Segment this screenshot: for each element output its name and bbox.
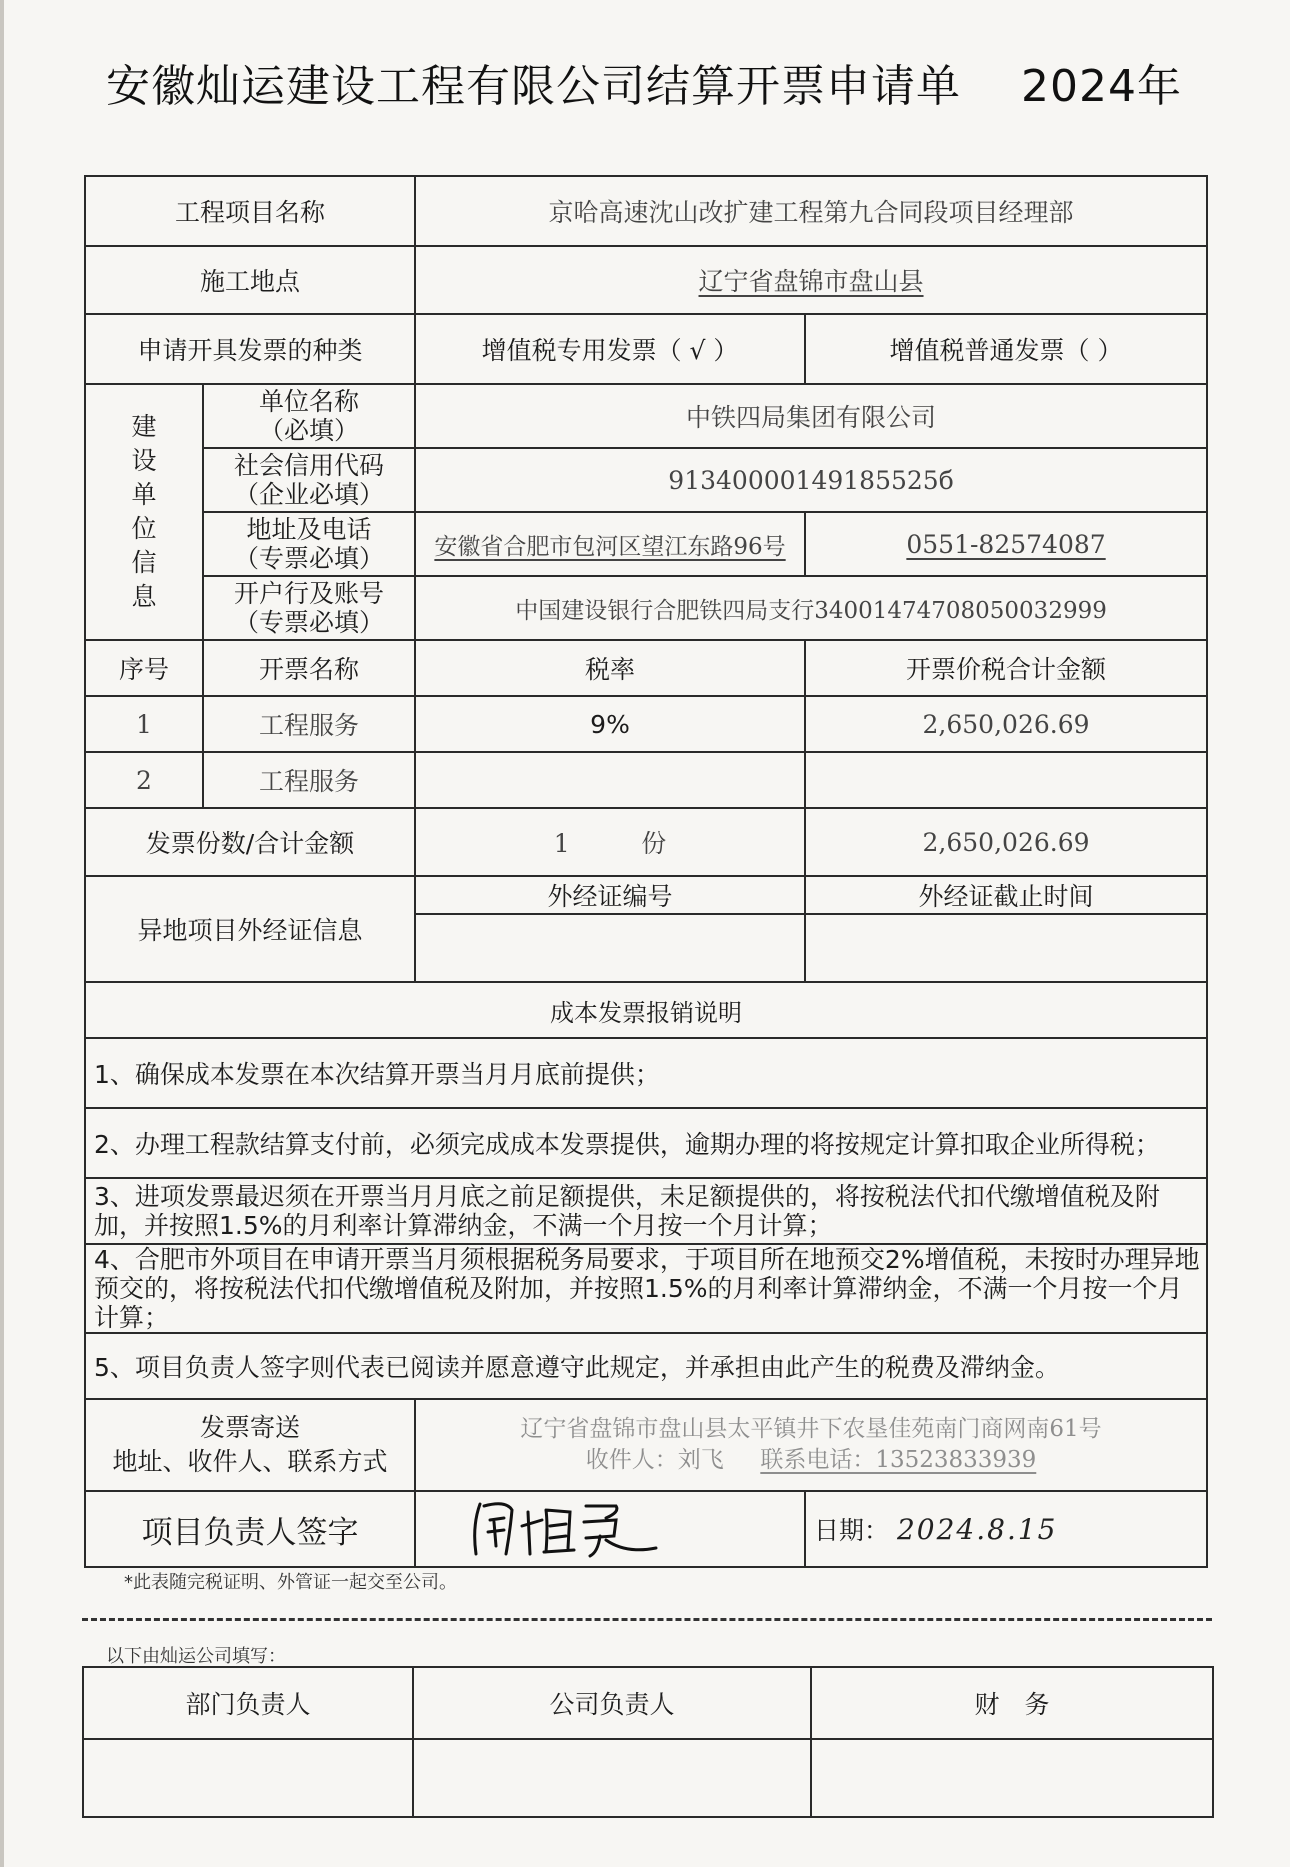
total-row xyxy=(85,808,1207,876)
credit-code-row xyxy=(85,448,1207,512)
external-cert-label: 异地项目外经证信息 xyxy=(85,876,415,982)
total-amount: 2,650,026.69 xyxy=(805,808,1207,876)
company-section-label: 以下由灿运公司填写： xyxy=(106,1646,286,1667)
address-value: 安徽省合肥市包河区望江东路96号 xyxy=(434,533,786,560)
items-header-row xyxy=(85,640,1207,696)
dept-head-label: 部门负责人 xyxy=(83,1667,413,1739)
copies-unit: 份 xyxy=(641,829,667,858)
note-row xyxy=(85,1108,1207,1178)
row2-amount xyxy=(805,752,1207,808)
row1-rate: 9% xyxy=(415,696,805,752)
company-head-sign xyxy=(413,1739,811,1817)
bank-note: （专票必填） xyxy=(234,608,385,637)
note-3: 3、进项发票最迟须在开票当月月底之前足额提供，未足额提供的，将按税法代扣代缴增值税及附加，并按照1.5%的月利率计算滞纳金，不满一个月按一个月计算； xyxy=(85,1178,1207,1244)
company-head-label: 公司负责人 xyxy=(413,1667,811,1739)
external-cert-deadline xyxy=(805,914,1207,982)
invoice-type-row xyxy=(85,314,1207,384)
note-4: 4、合肥市外项目在申请开票当月须根据税务局要求，于项目所在地预交2%增值税，未按时办理异地预交的，将按税法代扣代缴增值税及附加，并按照1.5%的月利率计算滞纳金，不满一个月按一个月计算； xyxy=(85,1244,1207,1333)
client-info-group-text: 建设单位信息 xyxy=(131,412,157,611)
address-label: 地址及电话 xyxy=(246,515,372,544)
special-invoice-option: 增值税专用发票（ √ ） xyxy=(415,314,805,384)
handwritten-signature xyxy=(466,1496,666,1562)
note-row xyxy=(85,1333,1207,1399)
total-label: 发票份数/合计金额 xyxy=(85,808,415,876)
phone-value: 0551-82574087 xyxy=(906,529,1106,559)
delivery-label-line2: 地址、收件人、联系方式 xyxy=(112,1447,388,1476)
project-name-label: 工程项目名称 xyxy=(85,176,415,246)
signature-row xyxy=(85,1491,1207,1567)
external-cert-no xyxy=(415,914,805,982)
note-1: 1、确保成本发票在本次结算开票当月月底前提供； xyxy=(85,1038,1207,1108)
table-row xyxy=(85,752,1207,808)
delivery-contact: 联系电话：13523833939 xyxy=(760,1447,1037,1473)
invoice-application-form xyxy=(4,0,1290,1867)
form-title xyxy=(4,50,1284,114)
notes-heading: 成本发票报销说明 xyxy=(85,982,1207,1038)
bank-row xyxy=(85,576,1207,640)
location-value: 辽宁省盘锦市盘山县 xyxy=(698,267,924,296)
notes-heading-row xyxy=(85,982,1207,1038)
external-cert-header-row xyxy=(85,876,1207,914)
signature-cell xyxy=(415,1491,805,1567)
credit-code-value: 91340000149185525б xyxy=(415,448,1207,512)
bank-value: 中国建设银行合肥铁四局支行34001474708050032999 xyxy=(415,576,1207,640)
approval-sign-row xyxy=(83,1739,1213,1817)
note-row xyxy=(85,1244,1207,1333)
signature-label: 项目负责人签字 xyxy=(85,1491,415,1567)
date-label: 日期： xyxy=(814,1516,890,1545)
header-name: 开票名称 xyxy=(203,640,415,696)
date-value: 2024.8.15 xyxy=(896,1513,1058,1546)
row1-no: 1 xyxy=(85,696,203,752)
row2-no: 2 xyxy=(85,752,203,808)
dept-head-sign xyxy=(83,1739,413,1817)
row2-rate xyxy=(415,752,805,808)
copies-value: 1 xyxy=(553,829,570,858)
row2-name: 工程服务 xyxy=(203,752,415,808)
table-row xyxy=(85,696,1207,752)
note-row xyxy=(85,1038,1207,1108)
credit-code-note: （企业必填） xyxy=(234,480,385,509)
header-amount: 开票价税合计金额 xyxy=(805,640,1207,696)
company-approval-table xyxy=(82,1666,1214,1818)
form-title-text: 安徽灿运建设工程有限公司结算开票申请单 xyxy=(106,61,962,112)
delivery-recipient: 收件人：刘飞 xyxy=(585,1447,724,1473)
delivery-label-line1: 发票寄送 xyxy=(200,1413,301,1442)
finance-label: 财 务 xyxy=(811,1667,1213,1739)
address-note: （专票必填） xyxy=(234,544,385,573)
note-2: 2、办理工程款结算支付前，必须完成成本发票提供，逾期办理的将按规定计算扣取企业所得税； xyxy=(85,1108,1207,1178)
row1-name: 工程服务 xyxy=(203,696,415,752)
invoice-type-label: 申请开具发票的种类 xyxy=(85,314,415,384)
header-no: 序号 xyxy=(85,640,203,696)
note-row xyxy=(85,1178,1207,1244)
project-name-row xyxy=(85,176,1207,246)
unit-name-label: 单位名称 xyxy=(259,387,360,416)
external-cert-no-label: 外经证编号 xyxy=(415,876,805,914)
delivery-row xyxy=(85,1399,1207,1491)
approval-header-row xyxy=(83,1667,1213,1739)
client-info-group-label xyxy=(85,384,203,640)
location-row xyxy=(85,246,1207,314)
unit-name-note: （必填） xyxy=(259,416,360,445)
form-year: 2024年 xyxy=(1020,61,1182,112)
normal-invoice-option: 增值税普通发票（ ） xyxy=(805,314,1207,384)
finance-sign xyxy=(811,1739,1213,1817)
main-table xyxy=(84,175,1208,1568)
project-name-value: 京哈高速沈山改扩建工程第九合同段项目经理部 xyxy=(415,176,1207,246)
external-cert-deadline-label: 外经证截止时间 xyxy=(805,876,1207,914)
unit-name-row xyxy=(85,384,1207,448)
credit-code-label: 社会信用代码 xyxy=(234,451,385,480)
note-5: 5、项目负责人签字则代表已阅读并愿意遵守此规定，并承担由此产生的税费及滞纳金。 xyxy=(85,1333,1207,1399)
footnote: *此表随完税证明、外管证一起交至公司。 xyxy=(124,1572,457,1593)
cut-line xyxy=(82,1618,1212,1621)
bank-label: 开户行及账号 xyxy=(234,579,385,608)
unit-name-value: 中铁四局集团有限公司 xyxy=(415,384,1207,448)
address-row xyxy=(85,512,1207,576)
delivery-address: 辽宁省盘锦市盘山县太平镇井下农垦佳苑南门商网南61号 xyxy=(520,1416,1102,1442)
location-label: 施工地点 xyxy=(85,246,415,314)
row1-amount: 2,650,026.69 xyxy=(805,696,1207,752)
header-rate: 税率 xyxy=(415,640,805,696)
